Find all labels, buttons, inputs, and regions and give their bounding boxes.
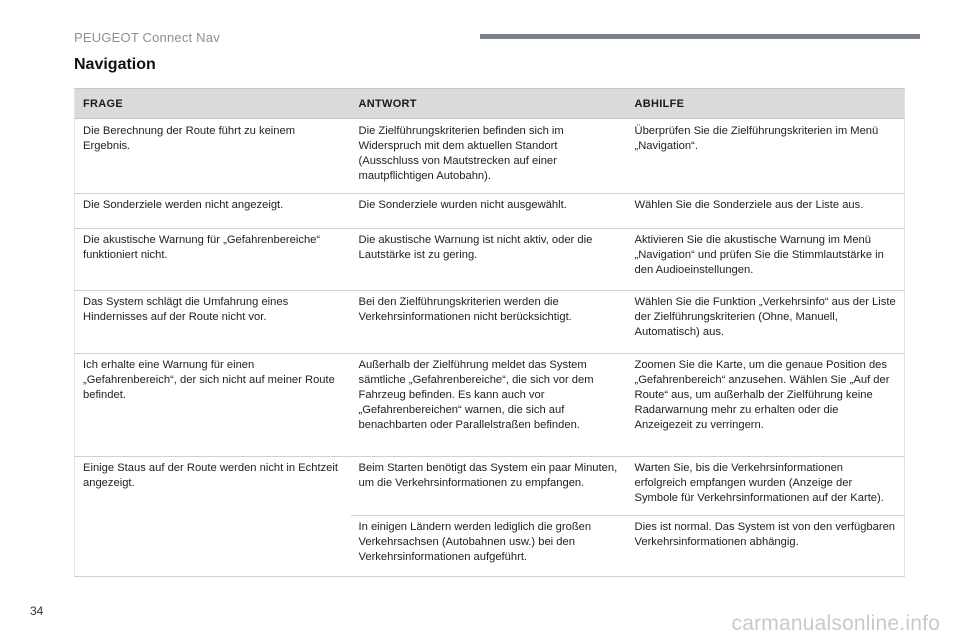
cell-abhilfe: Wählen Sie die Sonderziele aus der Liste aus. (627, 194, 905, 229)
cell-antwort: Bei den Zielführungskriterien werden die Verkehrsinformationen nicht berücksichtigt. (351, 291, 627, 354)
cell-antwort: Die Zielführungskriterien befinden sich im Widerspruch mit dem aktuellen Standort (Ausschluss von Mautstrecken auf einer mautpflichtigen Autobahn). (351, 119, 627, 194)
table-row (75, 457, 905, 516)
cell-antwort: Die Sonderziele wurden nicht ausgewählt. (351, 194, 627, 229)
cell-frage: Die Sonderziele werden nicht angezeigt. (75, 194, 351, 229)
table-row (75, 229, 905, 291)
table-row (75, 194, 905, 229)
cell-frage: Einige Staus auf der Route werden nicht in Echtzeit angezeigt. (75, 457, 351, 577)
page-title: Navigation (74, 56, 156, 73)
cell-antwort: Die akustische Warnung ist nicht aktiv, oder die Lautstärke ist zu gering. (351, 229, 627, 291)
column-header-frage: FRAGE (75, 89, 351, 119)
table-row (75, 354, 905, 457)
table-header-row (75, 89, 905, 119)
page-number: 34 (30, 604, 44, 618)
cell-antwort: Außerhalb der Zielführung meldet das System sämtliche „Gefahrenbereiche“, die sich vor dem Fahrzeug befinden. Es kann auch vor „Gefahrenbereichen“ warnen, die sich auf benachbarten oder Parallelstraßen befinden. (351, 354, 627, 457)
cell-abhilfe: Warten Sie, bis die Verkehrsinformationen erfolgreich empfangen wurden (Anzeige der Symbole für Verkehrsinformationen auf der Karte). (627, 457, 905, 516)
cell-frage: Das System schlägt die Umfahrung eines Hindernisses auf der Route nicht vor. (75, 291, 351, 354)
cell-abhilfe: Aktivieren Sie die akustische Warnung im Menü „Navigation“ und prüfen Sie die Stimmlautstärke in den Audioeinstellungen. (627, 229, 905, 291)
cell-abhilfe: Wählen Sie die Funktion „Verkehrsinfo“ aus der Liste der Zielführungskriterien (Ohne, Manuell, Automatisch) aus. (627, 291, 905, 354)
faq-table (74, 88, 905, 577)
cell-antwort: In einigen Ländern werden lediglich die großen Verkehrsachsen (Autobahnen usw.) bei den Verkehrsinformationen aufgeführt. (351, 516, 627, 577)
column-header-abhilfe: ABHILFE (627, 89, 905, 119)
watermark: carmanualsonline.info (731, 612, 940, 635)
section-label: PEUGEOT Connect Nav (74, 30, 220, 45)
cell-abhilfe: Dies ist normal. Das System ist von den verfügbaren Verkehrsinformationen abhängig. (627, 516, 905, 577)
cell-frage: Ich erhalte eine Warnung für einen „Gefahrenbereich“, der sich nicht auf meiner Route befindet. (75, 354, 351, 457)
cell-frage: Die Berechnung der Route führt zu keinem Ergebnis. (75, 119, 351, 194)
cell-abhilfe: Überprüfen Sie die Zielführungskriterien im Menü „Navigation“. (627, 119, 905, 194)
header-divider-bar (480, 34, 920, 39)
table-row (75, 119, 905, 194)
cell-frage: Die akustische Warnung für „Gefahrenbereiche“ funktioniert nicht. (75, 229, 351, 291)
table-row (75, 291, 905, 354)
cell-antwort: Beim Starten benötigt das System ein paar Minuten, um die Verkehrsinformationen zu empfangen. (351, 457, 627, 516)
column-header-antwort: ANTWORT (351, 89, 627, 119)
cell-abhilfe: Zoomen Sie die Karte, um die genaue Position des „Gefahrenbereich“ anzusehen. Wählen Sie „Auf der Route“ aus, um außerhalb der Zielführung keine Radarwarnung mehr zu erhalten oder die Anzeigezeit zu verringern. (627, 354, 905, 457)
